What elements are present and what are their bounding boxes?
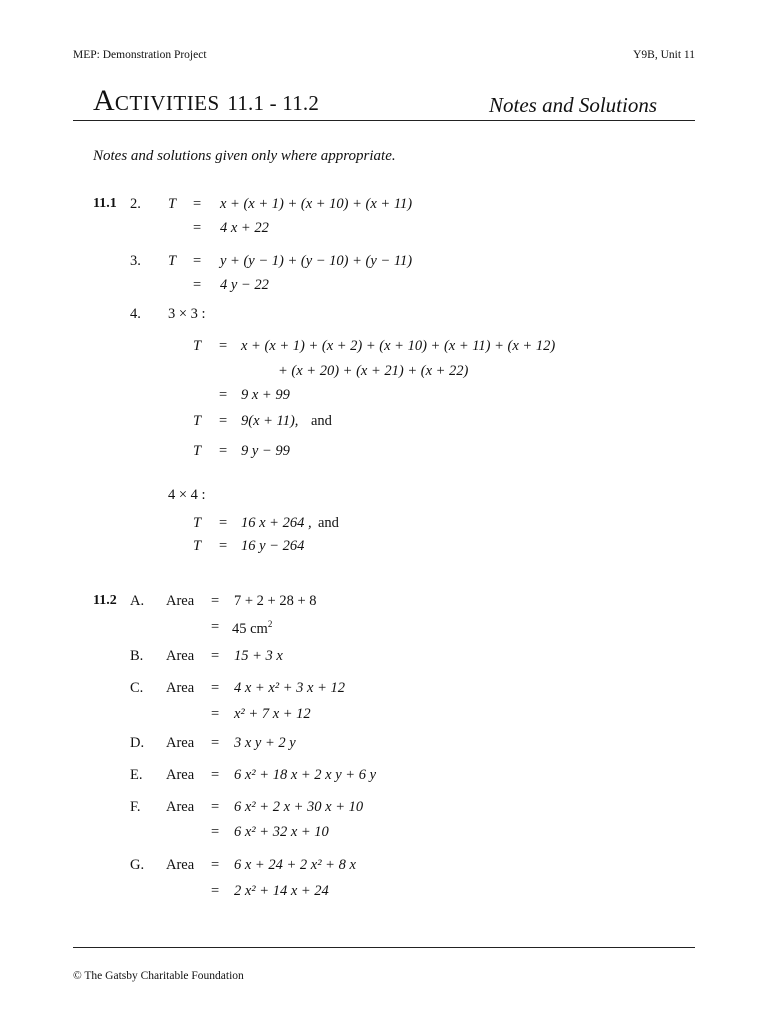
equals-sign: = (211, 824, 220, 840)
equals-sign: = (219, 387, 228, 403)
variable-t: T (168, 253, 177, 269)
equals-sign: = (211, 767, 220, 783)
part-letter: F. (130, 799, 141, 815)
expression: x + (x + 1) + (x + 2) + (x + 10) + (x + 11) + (x + 12) (241, 338, 556, 354)
equals-sign: = (193, 220, 202, 236)
area-value (232, 619, 272, 638)
title-rule (73, 120, 695, 121)
expression: 6 x² + 32 x + 10 (234, 824, 329, 840)
expression: 9 x + 99 (241, 387, 290, 403)
page-title (93, 84, 319, 118)
area-label: Area (166, 799, 195, 815)
equals-sign: = (211, 680, 220, 696)
area-label: Area (166, 735, 195, 751)
area-value-text: 45 cm (232, 620, 268, 637)
equals-sign: = (211, 883, 220, 899)
area-label: Area (166, 648, 195, 664)
part-letter: C. (130, 680, 144, 696)
equals-sign: = (211, 735, 220, 751)
equals-sign: = (219, 413, 228, 429)
expression: 15 + 3 x (234, 648, 283, 664)
intro-note: Notes and solutions given only where appropriate. (93, 148, 396, 164)
expression: 3 x y + 2 y (234, 735, 296, 751)
equals-sign: = (211, 799, 220, 815)
equals-sign: = (193, 196, 202, 212)
expression: 6 x² + 2 x + 30 x + 10 (234, 799, 364, 815)
expression: 6 x² + 18 x + 2 x y + 6 y (234, 767, 377, 783)
equals-sign: = (211, 857, 220, 873)
expression: 7 + 2 + 28 + 8 (234, 593, 317, 609)
equals-sign: = (219, 443, 228, 459)
equals-sign: = (219, 538, 228, 554)
expression: 6 x + 24 + 2 x² + 8 x (234, 857, 356, 873)
expression: 9 y − 99 (241, 443, 290, 459)
page-subtitle: Notes and Solutions (489, 93, 658, 117)
expression: + (x + 20) + (x + 21) + (x + 22) (278, 363, 469, 379)
question-number: 4. (130, 306, 141, 322)
and-text: and (311, 413, 332, 429)
equals-sign: = (219, 338, 228, 354)
expression: 2 x² + 14 x + 24 (234, 883, 329, 899)
area-value-exponent: 2 (267, 619, 273, 629)
title-numbers: 11.1 - 11.2 (227, 91, 320, 115)
grid-size-label: 4 × 4 : (168, 487, 206, 503)
expression: 16 x + 264 , (241, 515, 312, 531)
equals-sign: = (193, 277, 202, 293)
part-letter: D. (130, 735, 145, 751)
equals-sign: = (211, 593, 220, 609)
equals-sign: = (193, 253, 202, 269)
area-label: Area (166, 593, 195, 609)
footer-rule (73, 947, 695, 948)
variable-t: T (193, 515, 202, 531)
section-label-11-1: 11.1 (93, 196, 117, 211)
and-text: and (318, 515, 339, 531)
variable-t: T (193, 538, 202, 554)
question-number: 3. (130, 253, 141, 269)
part-letter: E. (130, 767, 143, 783)
part-letter: A. (130, 593, 145, 609)
expression: 16 y − 264 (241, 538, 305, 554)
question-number: 2. (130, 196, 141, 212)
equals-sign: = (219, 515, 228, 531)
variable-t: T (193, 338, 202, 354)
variable-t: T (193, 443, 202, 459)
grid-size-label: 3 × 3 : (168, 306, 206, 322)
variable-t: T (193, 413, 202, 429)
equals-sign: = (211, 619, 220, 635)
expression: 4 x + x² + 3 x + 12 (234, 680, 346, 696)
area-label: Area (166, 857, 195, 873)
equals-sign: = (211, 706, 220, 722)
area-label: Area (166, 767, 195, 783)
expression: 4 y − 22 (220, 277, 269, 293)
header-project: MEP: Demonstration Project (73, 49, 207, 61)
part-letter: G. (130, 857, 145, 873)
expression: x² + 7 x + 12 (234, 706, 311, 722)
expression: y + (y − 1) + (y − 10) + (y − 11) (220, 253, 413, 269)
expression: x + (x + 1) + (x + 10) + (x + 11) (220, 196, 413, 212)
area-label: Area (166, 680, 195, 696)
title-first-letter: A (93, 84, 115, 117)
footer-copyright: © The Gatsby Charitable Foundation (73, 970, 244, 982)
expression: 9(x + 11), (241, 413, 299, 429)
section-label-11-2: 11.2 (93, 593, 117, 608)
equals-sign: = (211, 648, 220, 664)
part-letter: B. (130, 648, 144, 664)
title-rest: CTIVITIES (114, 91, 220, 115)
variable-t: T (168, 196, 177, 212)
expression: 4 x + 22 (220, 220, 269, 236)
header-unit: Y9B, Unit 11 (633, 49, 695, 61)
